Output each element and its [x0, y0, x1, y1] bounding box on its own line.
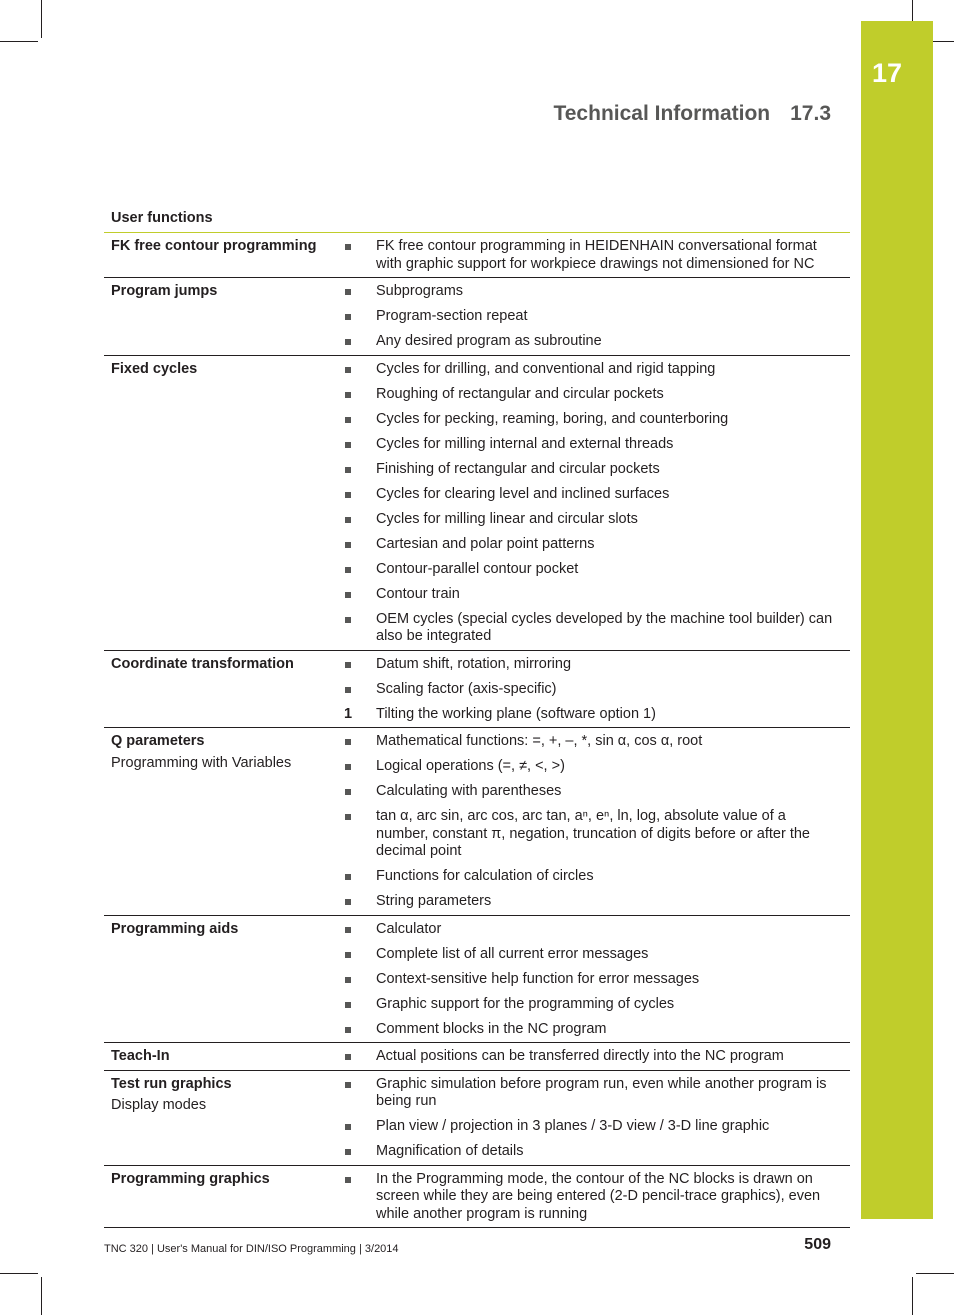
item-text: Comment blocks in the NC program — [376, 1020, 607, 1037]
table-row — [104, 1166, 850, 1229]
table-row — [104, 278, 850, 356]
bullet-icon — [343, 783, 353, 801]
chapter-number: 17 — [872, 58, 903, 88]
square-bullet-icon — [345, 1082, 351, 1088]
bullet-icon — [343, 1048, 353, 1066]
header-section: 17.3 — [790, 102, 831, 125]
list-item — [332, 306, 850, 331]
list-item — [332, 359, 850, 384]
bullet-icon — [343, 361, 353, 379]
crop-mark — [912, 1277, 913, 1315]
row-items — [332, 654, 850, 725]
row-items — [332, 281, 850, 352]
bullet-icon — [343, 561, 353, 579]
bullet-icon — [343, 511, 353, 529]
list-item — [332, 281, 850, 306]
list-item — [332, 919, 850, 944]
square-bullet-icon — [345, 392, 351, 398]
item-text: Magnification of details — [376, 1143, 524, 1159]
bullet-icon — [343, 611, 353, 646]
square-bullet-icon — [345, 874, 351, 880]
list-item — [332, 969, 850, 994]
row-label-cell — [104, 359, 332, 647]
row-label: Programming graphics — [111, 1170, 270, 1187]
list-item — [332, 1116, 850, 1141]
list-item — [332, 1169, 850, 1225]
table-row — [104, 356, 850, 651]
bullet-icon — [343, 758, 353, 776]
item-text: Graphic support for the programming of cycles — [376, 995, 675, 1012]
square-bullet-icon — [345, 417, 351, 423]
square-bullet-icon — [345, 1027, 351, 1033]
bullet-icon — [343, 1118, 353, 1136]
item-text: Cycles for drilling, and conventional and rigid tapping — [376, 360, 716, 377]
list-item — [332, 756, 850, 781]
list-item — [332, 1141, 850, 1162]
square-bullet-icon — [345, 492, 351, 498]
row-label: Test run graphics — [111, 1075, 232, 1092]
row-items — [332, 1074, 850, 1162]
list-item — [332, 679, 850, 704]
table-row — [104, 728, 850, 916]
item-text: Plan view / projection in 3 planes / 3-D view / 3-D line graphic — [376, 1118, 770, 1134]
list-item — [332, 806, 850, 866]
row-label: Program jumps — [111, 283, 218, 299]
item-text: Scaling factor (axis-specific) — [376, 680, 557, 697]
bullet-icon — [343, 1171, 353, 1224]
bullet-icon — [343, 946, 353, 964]
list-item — [332, 781, 850, 806]
square-bullet-icon — [345, 977, 351, 983]
table-row — [104, 916, 850, 1044]
list-item — [332, 944, 850, 969]
square-bullet-icon — [345, 367, 351, 373]
list-item — [332, 654, 850, 679]
section-title: User functions — [111, 210, 213, 226]
item-text: Contour train — [376, 585, 460, 602]
bullet-icon — [343, 436, 353, 454]
list-item — [332, 1074, 850, 1117]
option-number-label: 1 — [343, 705, 353, 722]
item-text: Graphic simulation before program run, even while another program is being run — [376, 1075, 827, 1109]
row-sublabel: Display modes — [111, 1097, 207, 1113]
item-text: FK free contour programming in HEIDENHAIN conversational format with graphic support for workpiece drawings not dimensioned for NC — [376, 238, 817, 272]
list-item — [332, 509, 850, 534]
bullet-icon — [343, 283, 353, 301]
list-item — [332, 609, 850, 647]
row-items — [332, 1169, 850, 1225]
item-text: Tilting the working plane (software option 1) — [376, 705, 656, 722]
row-label-cell — [104, 654, 332, 725]
square-bullet-icon — [345, 687, 351, 693]
row-label-cell — [104, 731, 332, 912]
item-text: Any desired program as subroutine — [376, 333, 602, 349]
square-bullet-icon — [345, 764, 351, 770]
item-text: tan α, arc sin, arc cos, arc tan, aⁿ, eⁿ, ln, log, absolute value of a number, constant π, negation, truncation of digits before or after the decimal point — [376, 808, 810, 859]
bullet-icon — [343, 921, 353, 939]
row-label-cell — [104, 1074, 332, 1162]
row-label: FK free contour programming — [111, 238, 317, 254]
item-text: Functions for calculation of circles — [376, 868, 594, 884]
square-bullet-icon — [345, 952, 351, 958]
list-item — [332, 891, 850, 912]
item-text: OEM cycles (special cycles developed by the machine tool builder) can also be integrated — [376, 610, 833, 644]
item-text: String parameters — [376, 893, 492, 909]
item-text: Logical operations (=, ≠, <, >) — [376, 758, 565, 774]
row-label: Fixed cycles — [111, 360, 198, 377]
list-item — [332, 484, 850, 509]
square-bullet-icon — [345, 1124, 351, 1130]
row-items — [332, 1046, 850, 1067]
row-label: Programming aids — [111, 920, 239, 937]
bullet-icon — [343, 586, 353, 604]
bullet-icon — [343, 238, 353, 273]
list-item — [332, 994, 850, 1019]
list-item — [332, 1046, 850, 1067]
square-bullet-icon — [345, 739, 351, 745]
list-item — [332, 434, 850, 459]
row-items — [332, 919, 850, 1040]
row-label-cell — [104, 281, 332, 352]
bullet-icon — [343, 333, 353, 351]
bullet-icon — [343, 733, 353, 751]
footer-text: TNC 320 | User's Manual for DIN/ISO Programming | 3/2014 — [104, 1243, 399, 1255]
table-row — [104, 651, 850, 729]
list-item — [332, 534, 850, 559]
item-text: Cartesian and polar point patterns — [376, 535, 595, 552]
row-label: Coordinate transformation — [111, 655, 294, 672]
item-text: Context-sensitive help function for error messages — [376, 970, 700, 987]
bullet-icon — [343, 1021, 353, 1039]
row-sublabel: Programming with Variables — [111, 754, 292, 771]
list-item — [332, 731, 850, 756]
item-text: Program-section repeat — [376, 308, 528, 324]
item-text: Cycles for milling internal and external threads — [376, 435, 674, 452]
square-bullet-icon — [345, 814, 351, 820]
row-label-cell — [104, 1169, 332, 1225]
item-text: Subprograms — [376, 283, 464, 299]
bullet-icon — [343, 893, 353, 911]
square-bullet-icon — [345, 517, 351, 523]
square-bullet-icon — [345, 1177, 351, 1183]
square-bullet-icon — [345, 592, 351, 598]
square-bullet-icon — [345, 662, 351, 668]
table-row — [104, 1043, 850, 1071]
item-text: Finishing of rectangular and circular pockets — [376, 460, 660, 477]
item-text: Cycles for clearing level and inclined surfaces — [376, 485, 670, 502]
bullet-icon — [343, 868, 353, 886]
list-item — [332, 704, 850, 725]
bullet-icon — [343, 1076, 353, 1111]
item-text: Roughing of rectangular and circular pockets — [376, 385, 664, 402]
bullet-icon — [343, 308, 353, 326]
item-text: Mathematical functions: =, +, –, *, sin α, cos α, root — [376, 733, 703, 749]
running-header — [553, 102, 831, 126]
bullet-icon — [343, 386, 353, 404]
crop-mark — [41, 0, 42, 38]
row-items — [332, 236, 850, 274]
square-bullet-icon — [345, 617, 351, 623]
list-item — [332, 459, 850, 484]
row-label: Q parameters — [111, 733, 205, 749]
list-item — [332, 236, 850, 274]
crop-mark — [916, 1273, 954, 1274]
item-text: Complete list of all current error messages — [376, 945, 649, 962]
list-item — [332, 384, 850, 409]
crop-mark — [0, 41, 38, 42]
table-row — [104, 233, 850, 278]
item-text: Calculating with parentheses — [376, 783, 562, 799]
square-bullet-icon — [345, 567, 351, 573]
square-bullet-icon — [345, 244, 351, 250]
row-items — [332, 731, 850, 912]
item-text: Cycles for pecking, reaming, boring, and counterboring — [376, 410, 729, 427]
bullet-icon — [343, 656, 353, 674]
square-bullet-icon — [345, 1054, 351, 1060]
square-bullet-icon — [345, 1002, 351, 1008]
bullet-icon — [343, 1143, 353, 1161]
option-number — [343, 706, 353, 724]
bullet-icon — [343, 536, 353, 554]
list-item — [332, 331, 850, 352]
user-functions-table — [104, 232, 850, 1228]
item-text: Actual positions can be transferred directly into the NC program — [376, 1048, 784, 1064]
square-bullet-icon — [345, 1149, 351, 1155]
bullet-icon — [343, 411, 353, 429]
header-title: Technical Information — [553, 102, 771, 125]
square-bullet-icon — [345, 542, 351, 548]
row-label-cell — [104, 1046, 332, 1067]
row-items — [332, 359, 850, 647]
list-item — [332, 559, 850, 584]
chapter-side-tab — [861, 21, 933, 1219]
bullet-icon — [343, 486, 353, 504]
square-bullet-icon — [345, 339, 351, 345]
square-bullet-icon — [345, 899, 351, 905]
list-item — [332, 1019, 850, 1040]
item-text: In the Programming mode, the contour of the NC blocks is drawn on screen while they are being entered (2-D pencil-trace graphics), even while another program is running — [376, 1170, 821, 1222]
square-bullet-icon — [345, 789, 351, 795]
bullet-icon — [343, 808, 353, 861]
item-text: Calculator — [376, 920, 442, 937]
item-text: Cycles for milling linear and circular slots — [376, 510, 638, 527]
square-bullet-icon — [345, 314, 351, 320]
list-item — [332, 866, 850, 891]
bullet-icon — [343, 461, 353, 479]
table-row — [104, 1071, 850, 1166]
crop-mark — [0, 1273, 38, 1274]
square-bullet-icon — [345, 289, 351, 295]
list-item — [332, 584, 850, 609]
crop-mark — [41, 1277, 42, 1315]
bullet-icon — [343, 996, 353, 1014]
page-number: 509 — [804, 1236, 831, 1253]
row-label-cell — [104, 236, 332, 274]
list-item — [332, 409, 850, 434]
row-label-cell — [104, 919, 332, 1040]
bullet-icon — [343, 681, 353, 699]
square-bullet-icon — [345, 442, 351, 448]
item-text: Contour-parallel contour pocket — [376, 560, 579, 577]
square-bullet-icon — [345, 927, 351, 933]
row-label: Teach-In — [111, 1048, 170, 1064]
item-text: Datum shift, rotation, mirroring — [376, 655, 572, 672]
square-bullet-icon — [345, 467, 351, 473]
bullet-icon — [343, 971, 353, 989]
